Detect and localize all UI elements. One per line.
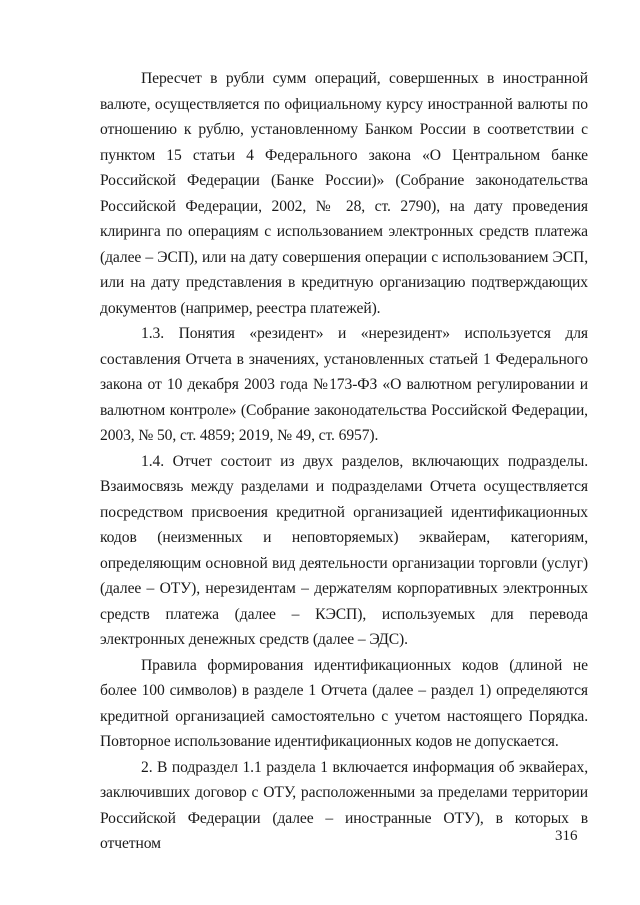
paragraph-2-subsection-1-1: 2. В подраздел 1.1 раздела 1 включается информация об эквайерах, заключивших договор с ОТУ, расположенными за пределами территории Российской Федерации (далее – иностранные ОТУ), в которых в отчетном [100, 758, 588, 852]
paragraph-1-4-report-structure: 1.4. Отчет состоит из двух разделов, включающих подразделы. Взаимосвязь между разделами и подразделами Отчета осуществляется посредством присвоения кредитной организацией идентификационных кодов (неизменных и неповторяемых) эквайерам, категориям, определяющим основной вид деятельности организации торговли (услуг) (далее – ОТУ), нерезидентам – держателям корпоративных электронных средств платежа (далее – КЭСП), используемых для перевода электронных денежных средств (далее – ЭДС). [100, 452, 588, 648]
paragraph-currency-conversion: Пересчет в рубли сумм операций, совершенных в иностранной валюте, осуществляется по официальному курсу иностранной валюты по отношению к рублю, установленному Банком России в соответствии с пунктом 15 статьи 4 Федерального закона «О Центральном банке Российской Федерации (Банке России)» (Собрание законодательства Российской Федерации, 2002, № 28, ст. 2790), на дату проведения клиринга по операциям с использованием электронных средств платежа (далее – ЭСП), или на дату совершения операции с использованием ЭСП, или на дату представления в кредитную организацию подтверждающих документов (например, реестра платежей). [100, 70, 588, 317]
paragraph-identification-codes: Правила формирования идентификационных кодов (длиной не более 100 символов) в разделе 1 Отчета (далее – раздел 1) определяются кредитной организацией самостоятельно с учетом настоящего Порядка. Повторное использование идентификационных кодов не допускается. [100, 656, 588, 750]
document-body [100, 66, 588, 857]
page-number: 316 [555, 828, 578, 844]
paragraph-1-3-resident-definitions: 1.3. Понятия «резидент» и «нерезидент» используется для составления Отчета в значениях, установленных статьей 1 Федерального закона от 10 декабря 2003 года №173-ФЗ «О валютном регулировании и валютном контроле» (Собрание законодательства Российской Федерации, 2003, № 50, ст. 4859; 2019, № 49, ст. 6957). [100, 325, 588, 444]
